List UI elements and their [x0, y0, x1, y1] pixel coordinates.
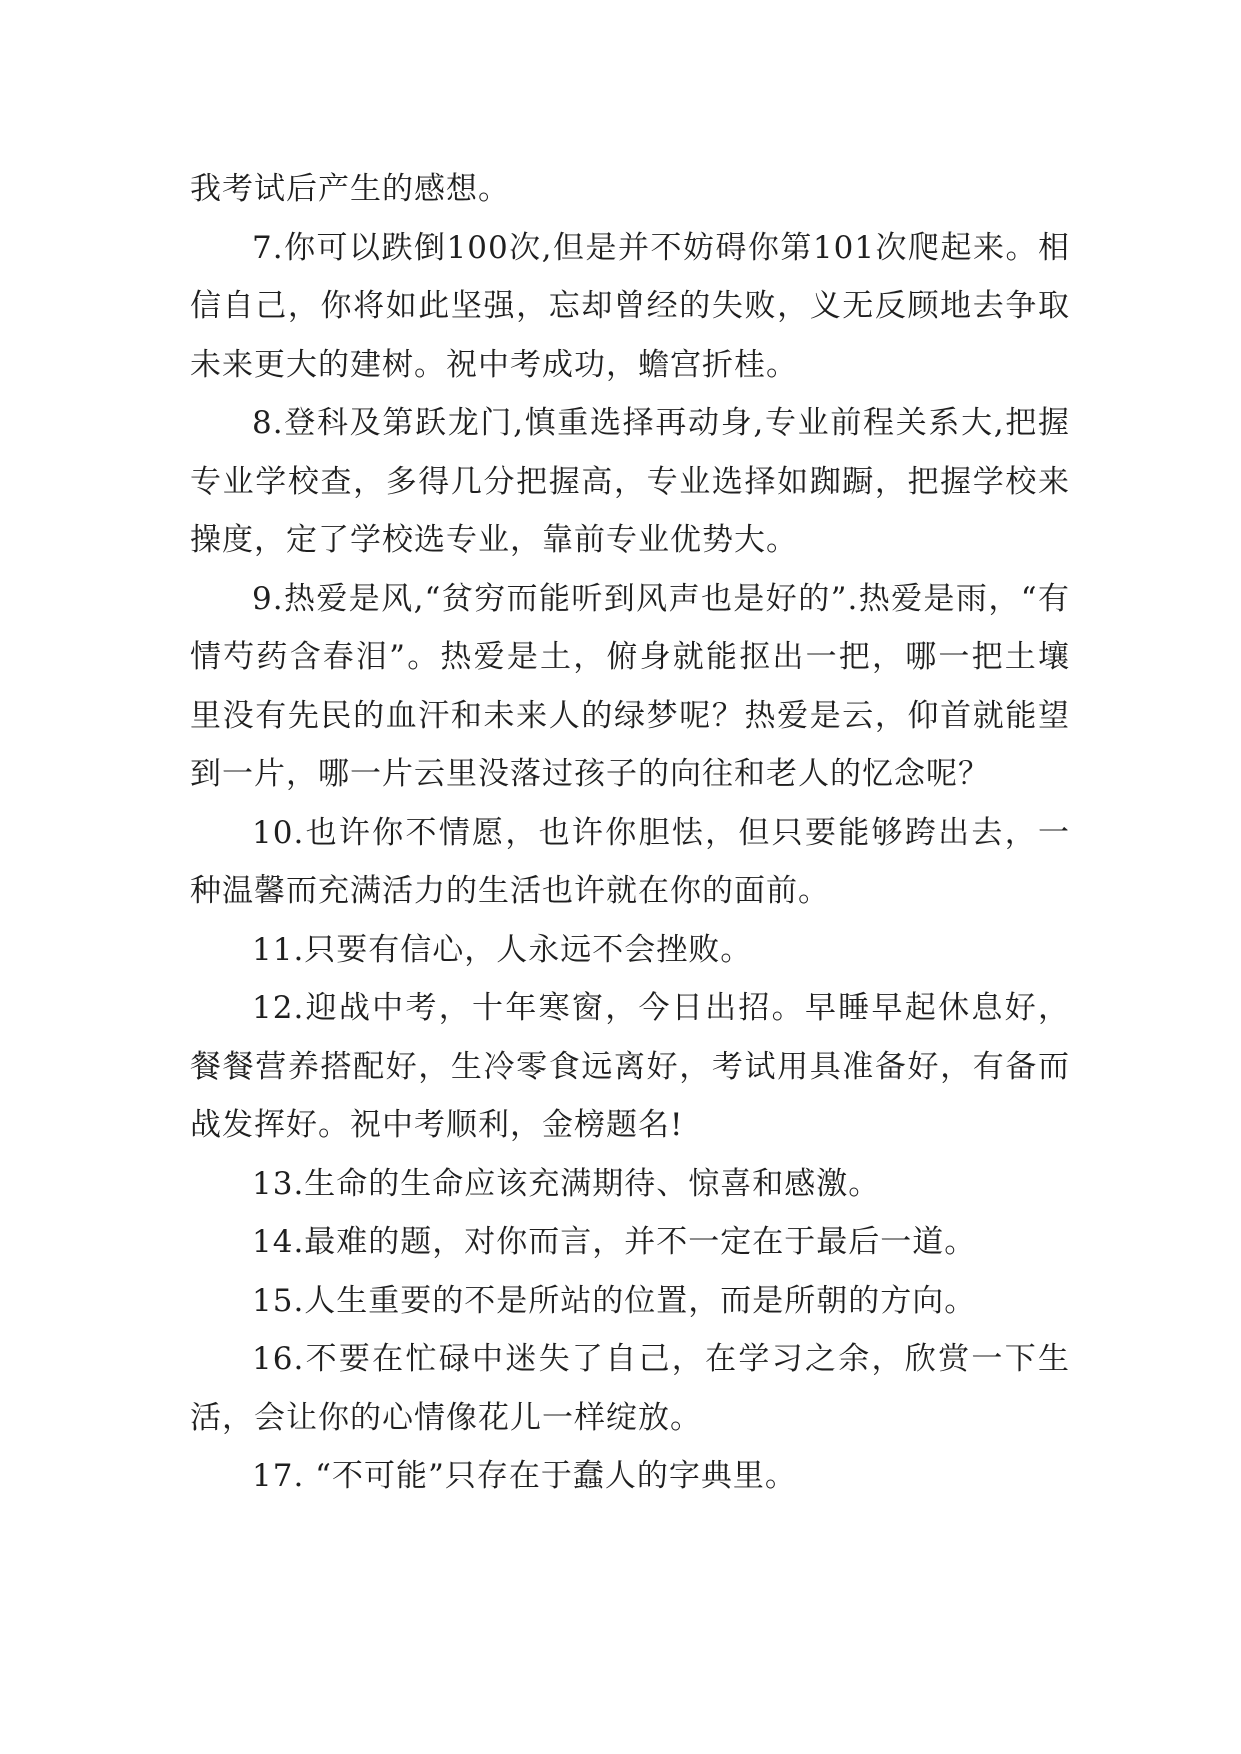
paragraph-item-11: 11.只要有信心，人永远不会挫败。 — [252, 931, 753, 968]
paragraph-item-16: 16.不要在忙碌中迷失了自己，在学习之余，欣赏一下生活，会让你的心情像花儿一样绽放。 — [190, 1341, 1070, 1436]
paragraph-item-13: 13.生命的生命应该充满期待、惊喜和感激。 — [252, 1165, 881, 1202]
paragraph-item-10: 10.也许你不情愿，也许你胆怯，但只要能够跨出去，一种温馨而充满活力的生活也许就在你的面前。 — [190, 814, 1070, 909]
paragraph-item-12: 12.迎战中考，十年寒窗，今日出招。早睡早起休息好，餐餐营养搭配好，生冷零食远离好，考试用具准备好，有备而战发挥好。祝中考顺利，金榜题名! — [190, 990, 1070, 1143]
paragraph-item-15: 15.人生重要的不是所站的位置，而是所朝的方向。 — [252, 1282, 977, 1319]
paragraph-continuation: 我考试后产生的感想。 — [190, 171, 510, 207]
document-body — [190, 160, 1070, 1506]
paragraph-item-17: 17. “不可能”只存在于蠢人的字典里。 — [252, 1458, 797, 1494]
paragraph-item-7: 7.你可以跌倒100次,但是并不妨碍你第101次爬起来。相信自己，你将如此坚强，忘却曾经的失败，义无反顾地去争取未来更大的建树。祝中考成功，蟾宫折桂。 — [190, 229, 1070, 383]
paragraph-item-9: 9.热爱是风,“贫穷而能听到风声也是好的”.热爱是雨，“有情芍药含春泪”。热爱是土，俯身就能抠出一把，哪一把土壤里没有先民的血汗和未来人的绿梦呢？热爱是云，仰首就能望到一片，哪一片云里没落过孩子的向往和老人的忆念呢？ — [190, 580, 1070, 792]
paragraph-item-14: 14.最难的题，对你而言，并不一定在于最后一道。 — [252, 1224, 977, 1260]
paragraph-item-8: 8.登科及第跃龙门,慎重选择再动身,专业前程关系大,把握专业学校查，多得几分把握高，专业选择如踟蹰，把握学校来操度，定了学校选专业，靠前专业优势大。 — [190, 405, 1070, 558]
